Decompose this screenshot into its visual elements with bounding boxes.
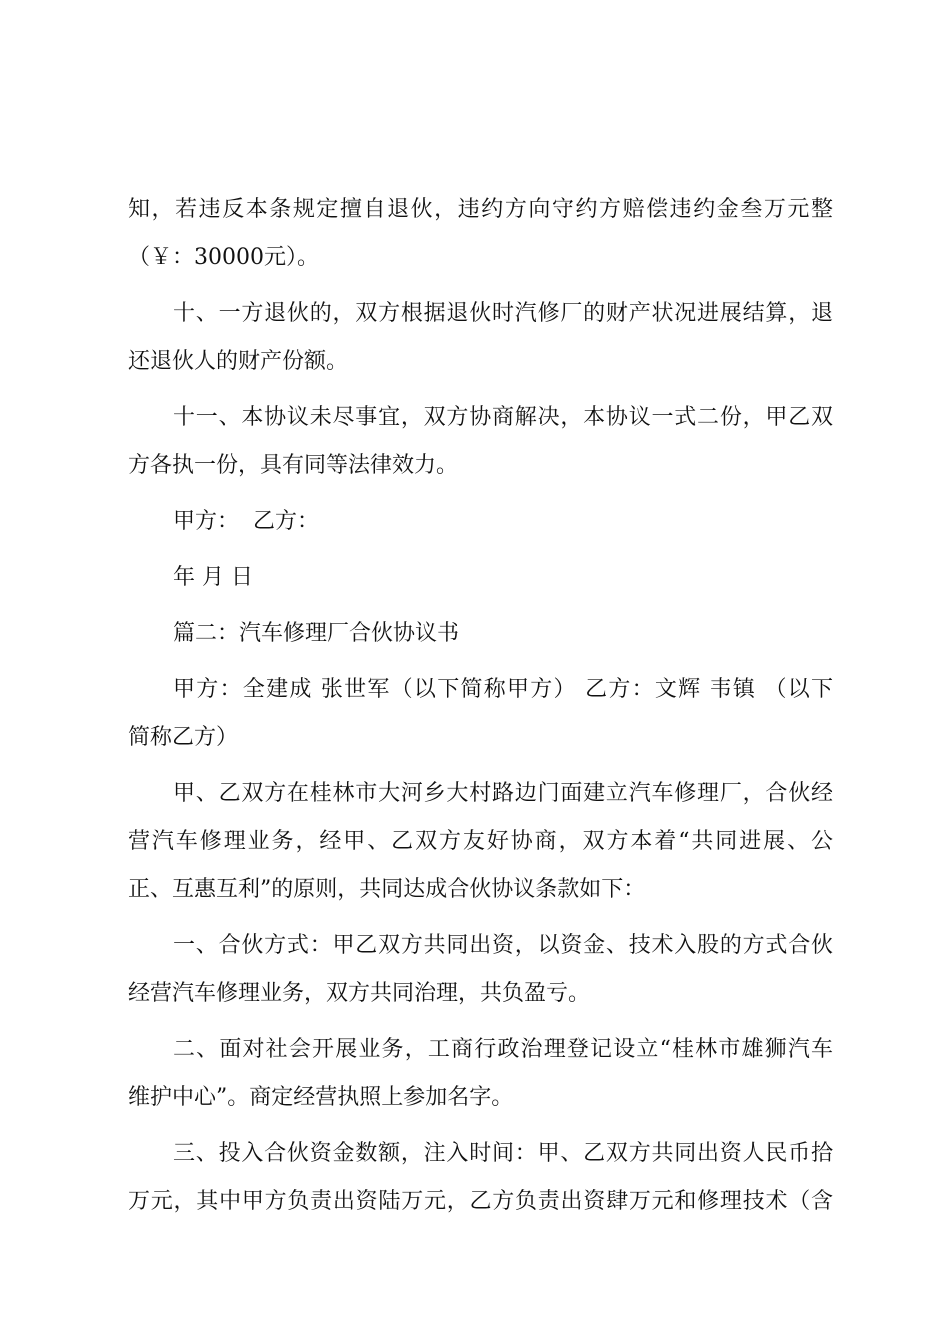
text-line: 经营汽车修理业务，双方共同治理，共负盈亏。: [128, 981, 591, 1006]
paragraph-clause-eleven: [128, 394, 833, 490]
paragraph-preamble: [128, 770, 833, 914]
text-line: 知，若违反本条规定擅自退伙，违约方向守约方赔偿违约金叁万元整: [128, 197, 833, 222]
paragraph-clause-ten: [128, 290, 833, 386]
paragraph-withdrawal-penalty: [128, 186, 833, 282]
document-body: [128, 186, 833, 1234]
text-line: 十一、本协议未尽事宜，双方协商解决，本协议一式二份，甲乙双: [173, 405, 833, 430]
text-line: 万元，其中甲方负责出资陆万元，乙方负责出资肆万元和修理技术（含: [128, 1189, 833, 1214]
text-line: （￥：30000元）。: [128, 245, 319, 270]
text-line: 甲方：全建成 张世军（以下简称甲方） 乙方：文辉 韦镇 （以下: [173, 677, 833, 702]
text-line: 一、合伙方式：甲乙双方共同出资，以资金、技术入股的方式合伙: [173, 933, 833, 958]
text-line: 方各执一份，具有同等法律效力。: [128, 453, 459, 478]
paragraph-clause-two: [128, 1026, 833, 1122]
text-line: 篇二：汽车修理厂合伙协议书: [173, 621, 460, 646]
text-line: 还退伙人的财产份额。: [128, 349, 349, 374]
text-line: 甲方： 乙方：: [173, 509, 319, 534]
text-line: 甲、乙双方在桂林市大河乡大村路边门面建立汽车修理厂，合伙经: [173, 781, 833, 806]
text-line: 三、投入合伙资金数额，注入时间：甲、乙双方共同出资人民币拾: [173, 1141, 833, 1166]
signature-line: [128, 498, 833, 546]
text-line: 营汽车修理业务，经甲、乙双方友好协商，双方本着“共同进展、公: [128, 829, 833, 854]
text-line: 维护中心”。商定经营执照上参加名字。: [128, 1085, 514, 1110]
text-line: 正、互惠互利”的原则，共同达成合伙协议条款如下：: [128, 877, 646, 902]
section-heading: [128, 610, 833, 658]
text-line: 十、一方退伙的，双方根据退伙时汽修厂的财产状况进展结算，退: [173, 301, 833, 326]
text-line: 简称乙方）: [128, 725, 239, 750]
text-line: 年 月 日: [173, 565, 253, 590]
paragraph-clause-one: [128, 922, 833, 1018]
text-line: 二、面对社会开展业务，工商行政治理登记设立“桂林市雄狮汽车: [173, 1037, 833, 1062]
paragraph-clause-three: [128, 1130, 833, 1226]
paragraph-parties: [128, 666, 833, 762]
date-line: [128, 554, 833, 602]
